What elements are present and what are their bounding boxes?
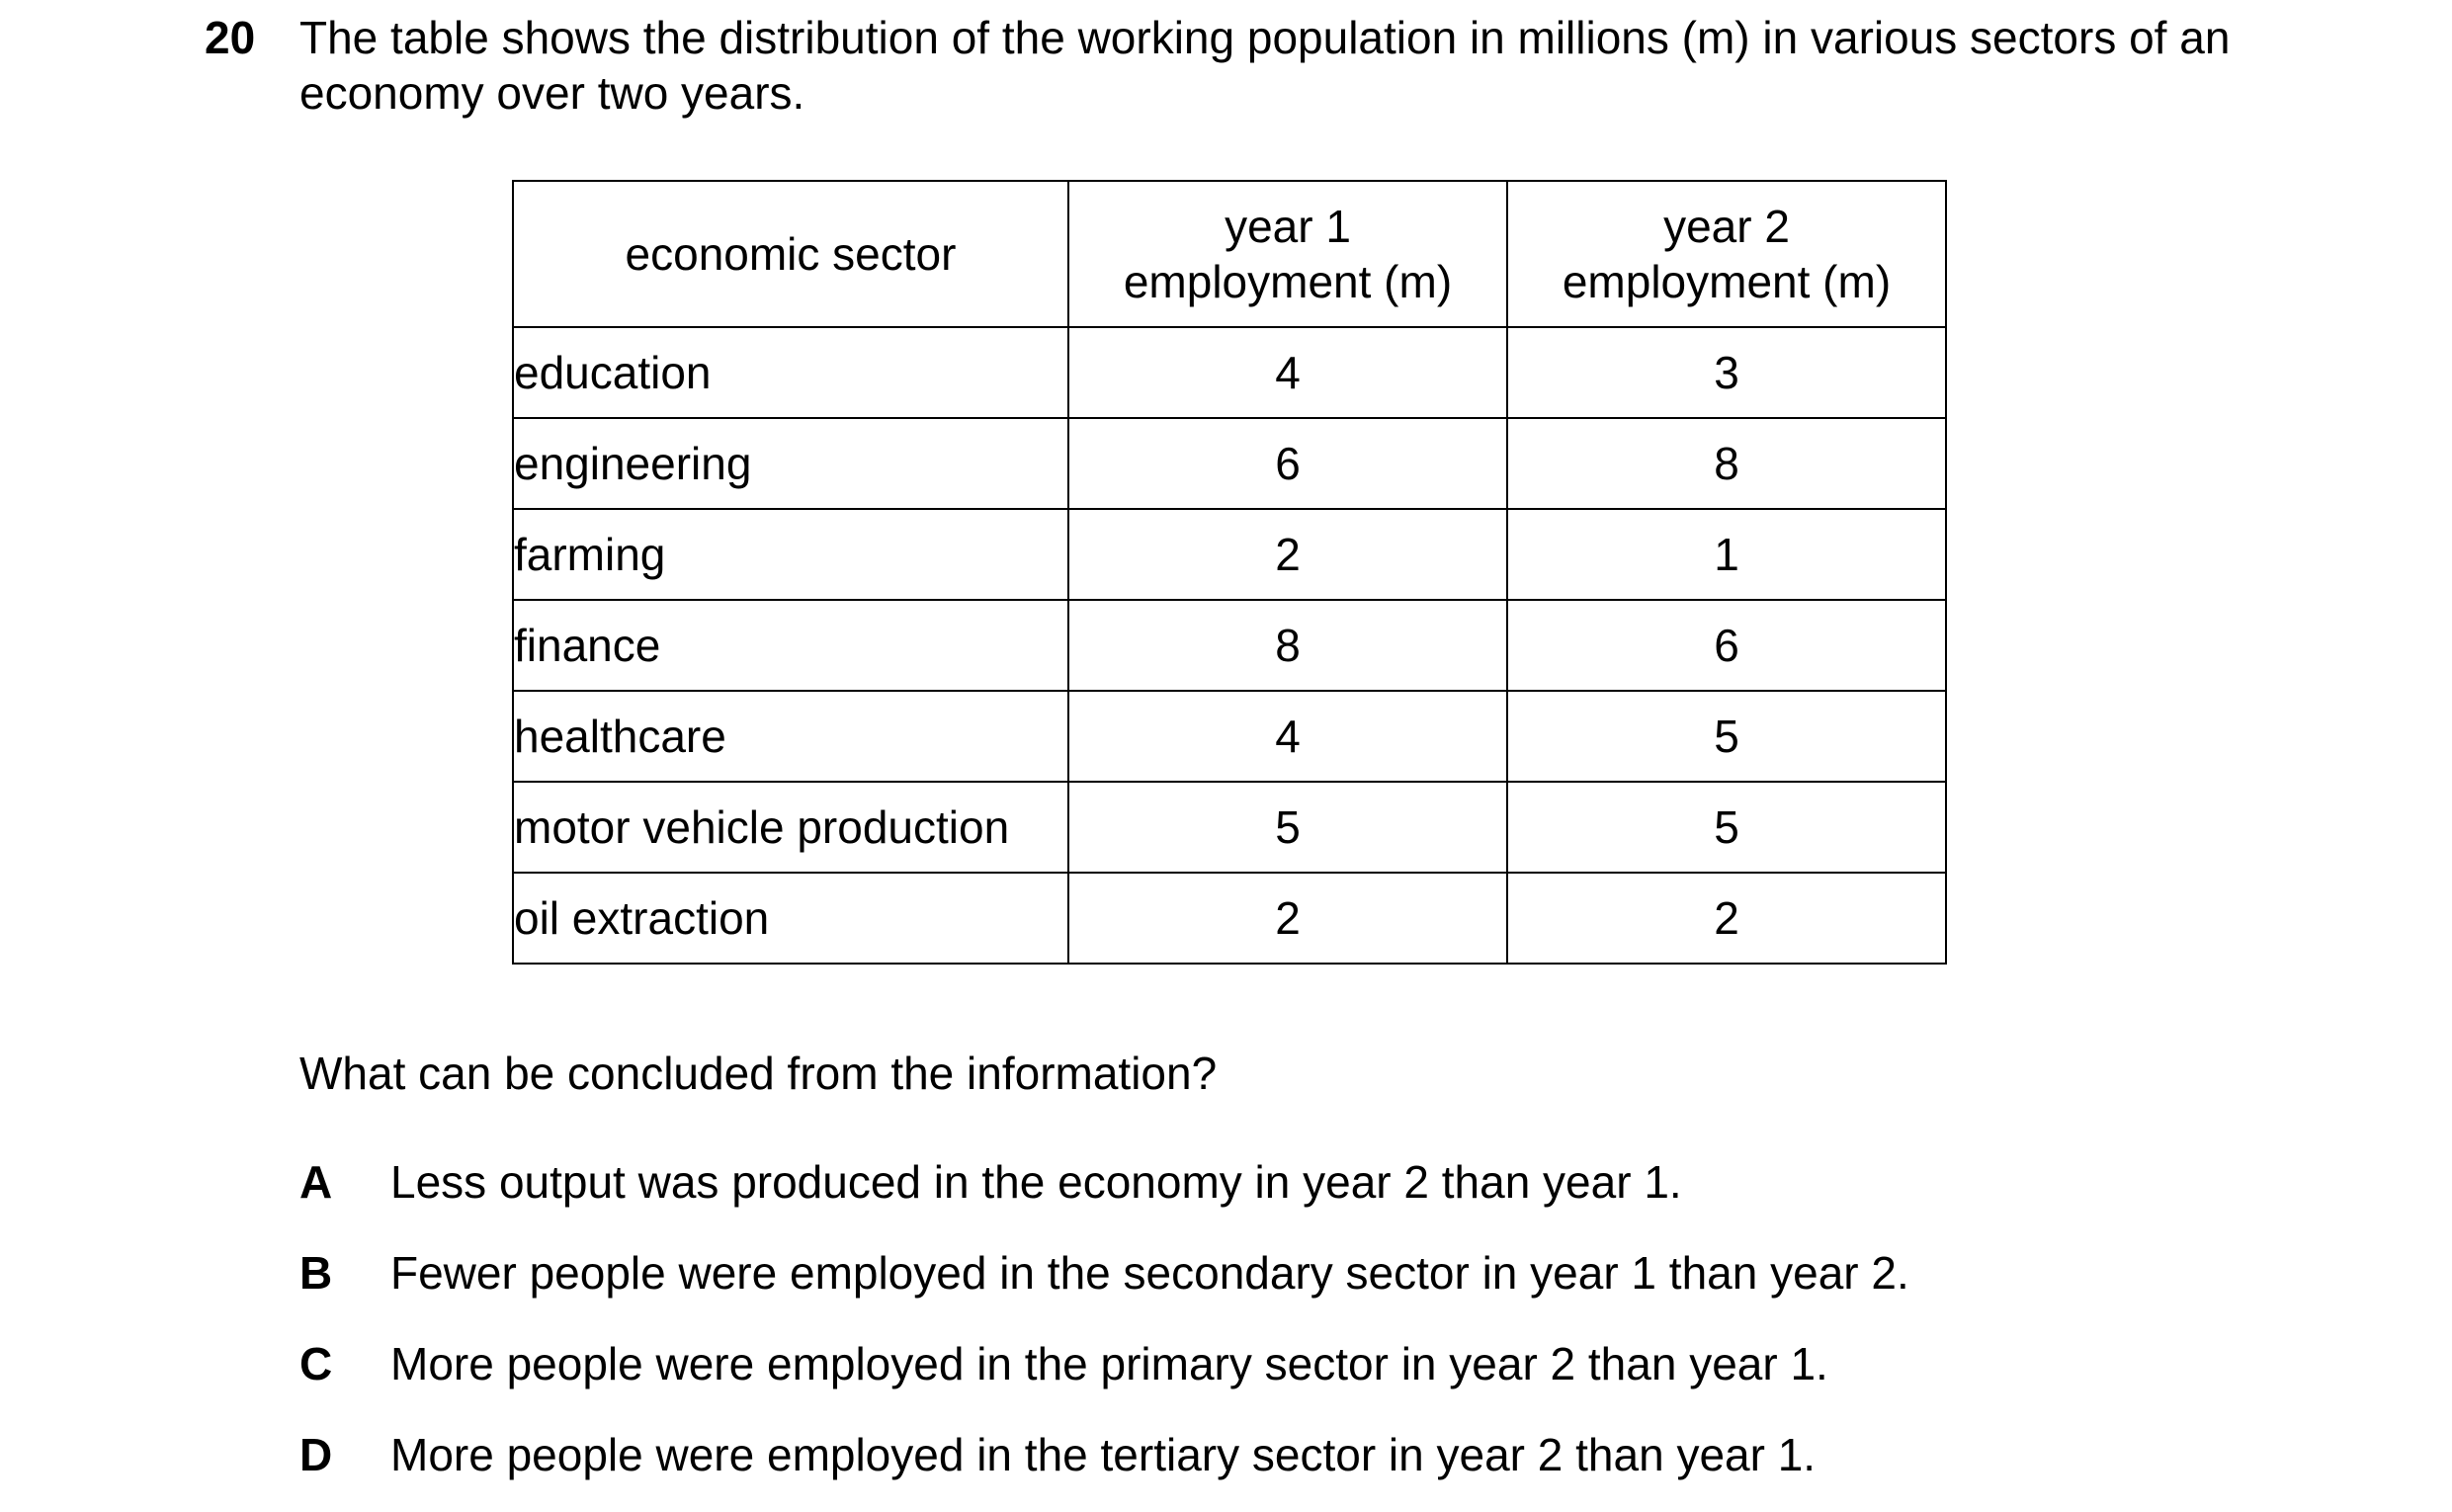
cell-year-2: 1 [1507, 509, 1946, 600]
header-economic-sector: economic sector [513, 181, 1068, 327]
cell-year-1: 2 [1068, 873, 1507, 964]
employment-table [512, 180, 1947, 965]
stem-line-1: The table shows the distribution of the working population in millions (m) in various sectors of an [299, 12, 2231, 63]
cell-year-1: 4 [1068, 327, 1507, 418]
option-text: Less output was produced in the economy in year 2 than year 1. [390, 1156, 1682, 1208]
cell-year-1: 6 [1068, 418, 1507, 509]
table-row [513, 327, 1946, 418]
cell-year-2: 6 [1507, 600, 1946, 691]
table-row [513, 418, 1946, 509]
cell-year-1: 8 [1068, 600, 1507, 691]
header-year-1 [1068, 181, 1507, 327]
header-year-2-line-2: employment (m) [1562, 256, 1892, 307]
option-text: More people were employed in the primary sector in year 2 than year 1. [390, 1338, 1828, 1389]
option-text: Fewer people were employed in the secondary sector in year 1 than year 2. [390, 1247, 1909, 1299]
header-year-2 [1507, 181, 1946, 327]
header-year-2-line-1: year 2 [1663, 201, 1790, 252]
cell-sector: engineering [513, 418, 1068, 509]
option-c[interactable] [299, 1336, 1828, 1391]
cell-year-2: 8 [1507, 418, 1946, 509]
option-text: More people were employed in the tertiary sector in year 2 than year 1. [390, 1429, 1817, 1480]
cell-year-1: 2 [1068, 509, 1507, 600]
cell-year-1: 5 [1068, 782, 1507, 873]
table-row [513, 782, 1946, 873]
cell-year-1: 4 [1068, 691, 1507, 782]
table-row [513, 873, 1946, 964]
cell-sector: finance [513, 600, 1068, 691]
table-row [513, 691, 1946, 782]
header-year-1-line-1: year 1 [1225, 201, 1351, 252]
cell-sector: education [513, 327, 1068, 418]
option-b[interactable] [299, 1245, 1909, 1301]
cell-sector: oil extraction [513, 873, 1068, 964]
table-header-row [513, 181, 1946, 327]
cell-sector: farming [513, 509, 1068, 600]
cell-year-2: 3 [1507, 327, 1946, 418]
header-year-1-line-2: employment (m) [1123, 256, 1453, 307]
cell-year-2: 5 [1507, 782, 1946, 873]
option-letter: C [299, 1338, 333, 1389]
cell-year-2: 5 [1507, 691, 1946, 782]
stem-line-2: economy over two years. [299, 67, 805, 119]
option-letter: A [299, 1156, 333, 1208]
option-letter: B [299, 1247, 333, 1299]
cell-year-2: 2 [1507, 873, 1946, 964]
option-a[interactable] [299, 1154, 1682, 1210]
question-stem [299, 10, 2355, 121]
option-letter: D [299, 1429, 333, 1480]
table-row [513, 600, 1946, 691]
table-row [513, 509, 1946, 600]
option-d[interactable] [299, 1427, 1816, 1482]
cell-sector: motor vehicle production [513, 782, 1068, 873]
cell-sector: healthcare [513, 691, 1068, 782]
question-number: 20 [205, 12, 256, 63]
question-prompt: What can be concluded from the information? [299, 1048, 1218, 1099]
